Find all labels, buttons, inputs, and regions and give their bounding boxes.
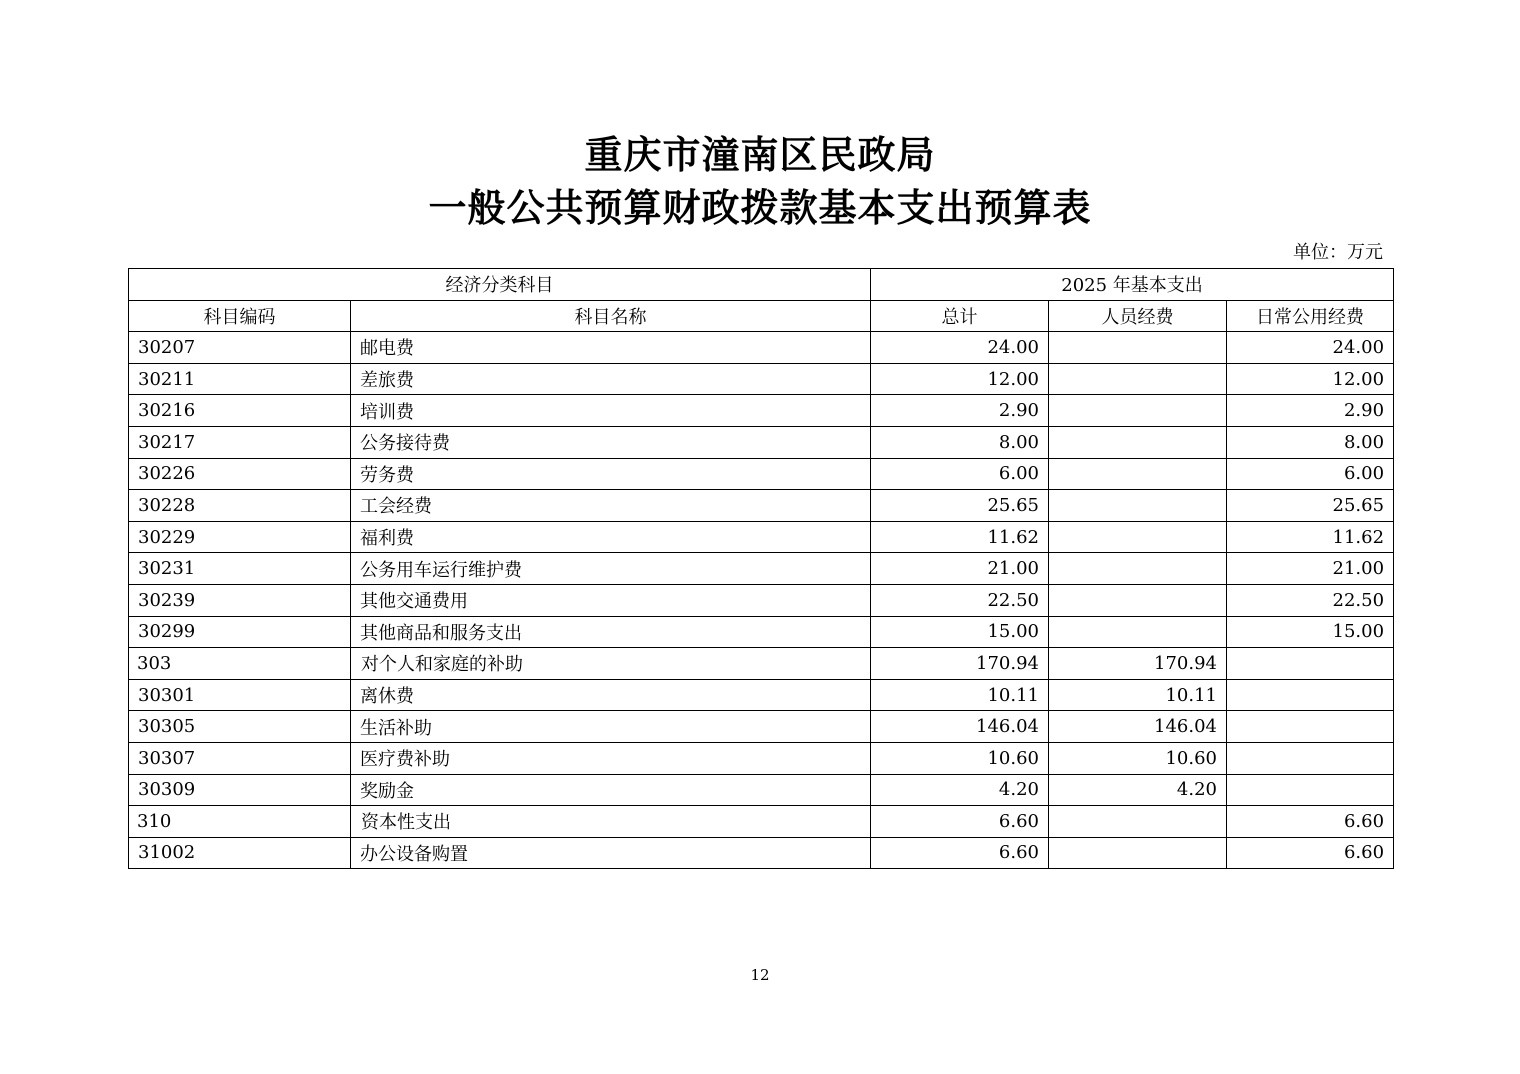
cell-code: 30216 xyxy=(129,395,351,427)
table-row xyxy=(129,679,1394,711)
cell-public: 22.50 xyxy=(1227,584,1394,616)
table-row xyxy=(129,521,1394,553)
cell-code: 30299 xyxy=(129,616,351,648)
cell-public: 25.65 xyxy=(1227,490,1394,522)
cell-code: 30217 xyxy=(129,426,351,458)
cell-personnel xyxy=(1049,553,1227,585)
cell-name: 福利费 xyxy=(351,521,871,553)
cell-name: 公务用车运行维护费 xyxy=(351,553,871,585)
column-header-total: 总计 xyxy=(871,300,1049,332)
cell-total: 25.65 xyxy=(871,490,1049,522)
cell-name: 邮电费 xyxy=(351,332,871,364)
table-row xyxy=(129,774,1394,806)
cell-public: 6.60 xyxy=(1227,806,1394,838)
cell-name: 资本性支出 xyxy=(351,806,871,838)
cell-name: 培训费 xyxy=(351,395,871,427)
cell-code: 30207 xyxy=(129,332,351,364)
table-body xyxy=(129,332,1394,869)
group-header-basic-expenditure: 2025 年基本支出 xyxy=(871,269,1394,301)
cell-code: 30231 xyxy=(129,553,351,585)
table-row xyxy=(129,648,1394,680)
cell-personnel xyxy=(1049,490,1227,522)
cell-total: 21.00 xyxy=(871,553,1049,585)
cell-name: 工会经费 xyxy=(351,490,871,522)
cell-code: 310 xyxy=(129,806,351,838)
cell-code: 30226 xyxy=(129,458,351,490)
cell-name: 公务接待费 xyxy=(351,426,871,458)
cell-total: 146.04 xyxy=(871,711,1049,743)
cell-personnel: 170.94 xyxy=(1049,648,1227,680)
cell-code: 303 xyxy=(129,648,351,680)
cell-total: 24.00 xyxy=(871,332,1049,364)
cell-name: 其他交通费用 xyxy=(351,584,871,616)
table-row xyxy=(129,584,1394,616)
cell-personnel xyxy=(1049,584,1227,616)
table-row xyxy=(129,332,1394,364)
cell-name: 其他商品和服务支出 xyxy=(351,616,871,648)
cell-code: 30229 xyxy=(129,521,351,553)
table-row xyxy=(129,837,1394,869)
document-title-line2: 一般公共预算财政拨款基本支出预算表 xyxy=(428,185,1092,230)
cell-public: 12.00 xyxy=(1227,363,1394,395)
cell-name: 离休费 xyxy=(351,679,871,711)
cell-total: 12.00 xyxy=(871,363,1049,395)
cell-code: 30307 xyxy=(129,742,351,774)
cell-personnel: 10.60 xyxy=(1049,742,1227,774)
cell-public xyxy=(1227,679,1394,711)
cell-public: 11.62 xyxy=(1227,521,1394,553)
cell-personnel xyxy=(1049,837,1227,869)
cell-name: 劳务费 xyxy=(351,458,871,490)
unit-label: 单位：万元 xyxy=(1293,242,1383,263)
cell-total: 6.00 xyxy=(871,458,1049,490)
cell-total: 170.94 xyxy=(871,648,1049,680)
cell-code: 30309 xyxy=(129,774,351,806)
cell-code: 30305 xyxy=(129,711,351,743)
table-row xyxy=(129,395,1394,427)
column-header-name: 科目名称 xyxy=(351,300,871,332)
cell-personnel: 10.11 xyxy=(1049,679,1227,711)
cell-total: 10.11 xyxy=(871,679,1049,711)
cell-total: 4.20 xyxy=(871,774,1049,806)
cell-public: 15.00 xyxy=(1227,616,1394,648)
cell-name: 办公设备购置 xyxy=(351,837,871,869)
table-row xyxy=(129,426,1394,458)
table-column-header-row xyxy=(129,300,1394,332)
group-header-economic-class: 经济分类科目 xyxy=(129,269,871,301)
document-title-line1: 重庆市潼南区民政局 xyxy=(584,132,936,177)
cell-code: 30211 xyxy=(129,363,351,395)
cell-total: 6.60 xyxy=(871,837,1049,869)
column-header-personnel: 人员经费 xyxy=(1049,300,1227,332)
cell-total: 2.90 xyxy=(871,395,1049,427)
cell-public: 24.00 xyxy=(1227,332,1394,364)
cell-name: 差旅费 xyxy=(351,363,871,395)
cell-total: 8.00 xyxy=(871,426,1049,458)
table-row xyxy=(129,711,1394,743)
cell-public: 6.60 xyxy=(1227,837,1394,869)
cell-personnel xyxy=(1049,458,1227,490)
page-number: 12 xyxy=(750,966,770,984)
column-header-public: 日常公用经费 xyxy=(1227,300,1394,332)
cell-personnel xyxy=(1049,806,1227,838)
cell-name: 对个人和家庭的补助 xyxy=(351,648,871,680)
cell-public xyxy=(1227,711,1394,743)
cell-code: 30228 xyxy=(129,490,351,522)
cell-code: 31002 xyxy=(129,837,351,869)
cell-total: 10.60 xyxy=(871,742,1049,774)
table-row xyxy=(129,553,1394,585)
cell-name: 生活补助 xyxy=(351,711,871,743)
table-row xyxy=(129,616,1394,648)
table-row xyxy=(129,458,1394,490)
cell-public: 2.90 xyxy=(1227,395,1394,427)
table-row xyxy=(129,742,1394,774)
cell-name: 奖励金 xyxy=(351,774,871,806)
cell-total: 22.50 xyxy=(871,584,1049,616)
cell-total: 15.00 xyxy=(871,616,1049,648)
cell-personnel: 4.20 xyxy=(1049,774,1227,806)
cell-public: 8.00 xyxy=(1227,426,1394,458)
table-row xyxy=(129,363,1394,395)
cell-personnel xyxy=(1049,395,1227,427)
cell-public xyxy=(1227,774,1394,806)
cell-personnel xyxy=(1049,521,1227,553)
cell-total: 6.60 xyxy=(871,806,1049,838)
table-row xyxy=(129,806,1394,838)
cell-code: 30301 xyxy=(129,679,351,711)
budget-table xyxy=(128,268,1394,869)
column-header-code: 科目编码 xyxy=(129,300,351,332)
cell-code: 30239 xyxy=(129,584,351,616)
cell-total: 11.62 xyxy=(871,521,1049,553)
cell-public: 6.00 xyxy=(1227,458,1394,490)
table-row xyxy=(129,490,1394,522)
cell-personnel: 146.04 xyxy=(1049,711,1227,743)
cell-personnel xyxy=(1049,616,1227,648)
cell-public: 21.00 xyxy=(1227,553,1394,585)
cell-personnel xyxy=(1049,332,1227,364)
table-group-header-row xyxy=(129,269,1394,301)
cell-public xyxy=(1227,742,1394,774)
cell-personnel xyxy=(1049,363,1227,395)
cell-personnel xyxy=(1049,426,1227,458)
cell-name: 医疗费补助 xyxy=(351,742,871,774)
cell-public xyxy=(1227,648,1394,680)
